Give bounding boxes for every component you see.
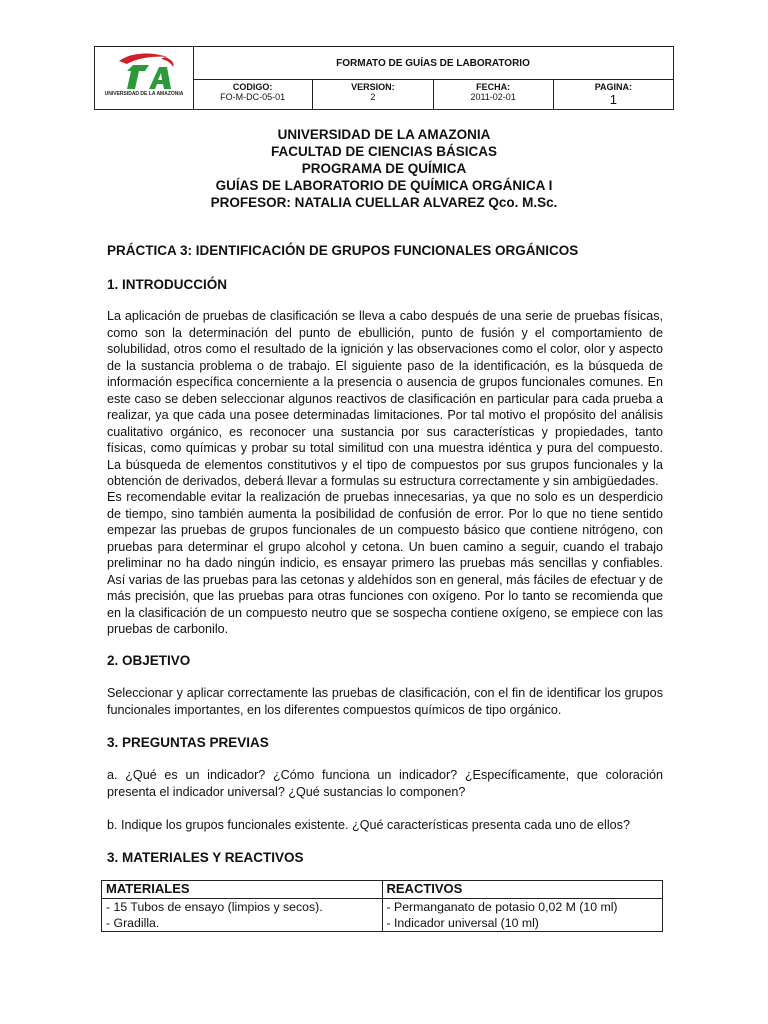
objetivo-heading: 2. OBJETIVO <box>107 653 191 668</box>
intro-heading: 1. INTRODUCCIÓN <box>107 277 228 292</box>
heading-guide: GUÍAS DE LABORATORIO DE QUÍMICA ORGÁNICA I <box>215 178 553 193</box>
practice-title: PRÁCTICA 3: IDENTIFICACIÓN DE GRUPOS FUNCIONALES ORGÁNICOS <box>107 243 579 258</box>
col-materiales-header: MATERIALES <box>102 881 383 899</box>
pregunta-a: a. ¿Qué es un indicador? ¿Cómo funciona un indicador? ¿Específicamente, que coloración presenta el indicador universal? ¿Qué sustancias lo componen? <box>107 768 663 799</box>
table-cell <box>102 899 383 932</box>
reactivo-item: - Permanganato de potasio 0,02 M (10 ml) <box>386 900 618 914</box>
intro-paragraph-2: Es recomendable evitar la realización de pruebas innecesarias, ya que no solo es un desperdicio de tiempo, sino también aumenta la posibilidad de confusión de error. Por lo que no tiene sentido empezar las pruebas de grupos funcionales de un compuesto básico que contiene nitrógeno, con pruebas para determinar el grupo alcohol y cetona. Un buen camino a seguir, cuando el trabajo preliminar no ha dado ningún indicio, es ensayar primero las pruebas más sencillas y confiables. Así varias de las pruebas para las cetonas y aldehídos son en general, más fáciles de efectuar y de más precisión, que las pruebas para otras funciones con oxígeno. Por lo tanto se recomienda que en la clasificación de un compuesto neutro que se sospecha contiene oxígeno, se empiece con las pruebas de carbonilo. <box>107 490 663 636</box>
table-cell <box>382 899 663 932</box>
col-reactivos-header: REACTIVOS <box>382 881 663 899</box>
materiales-heading: 3. MATERIALES Y REACTIVOS <box>107 850 304 865</box>
codigo-cell <box>193 79 313 109</box>
pagina-label: PAGINA: <box>594 82 633 92</box>
heading-program: PROGRAMA DE QUÍMICA <box>301 161 467 176</box>
table-row <box>102 899 663 932</box>
version-label: VERSION: <box>351 82 395 92</box>
pregunta-b: b. Indique los grupos funcionales existente. ¿Qué características presenta cada uno de ellos? <box>107 818 630 832</box>
material-item: - Gradilla. <box>106 916 160 930</box>
pagina-cell <box>554 79 673 109</box>
pagina-value: 1 <box>609 92 617 107</box>
heading-university: UNIVERSIDAD DE LA AMAZONIA <box>277 127 491 142</box>
heading-faculty: FACULTAD DE CIENCIAS BÁSICAS <box>270 144 497 159</box>
fecha-cell <box>434 79 554 109</box>
document-header-table <box>94 46 674 110</box>
university-logo-icon <box>105 51 183 91</box>
codigo-label: CODIGO: <box>232 82 273 92</box>
institution-headings <box>100 126 668 211</box>
reactivo-item: - Indicador universal (10 ml) <box>386 916 539 930</box>
logo-cell <box>95 47 194 109</box>
preguntas-heading: 3. PREGUNTAS PREVIAS <box>107 735 269 750</box>
version-cell <box>313 79 433 109</box>
material-item: - 15 Tubos de ensayo (limpios y secos). <box>106 900 323 914</box>
form-title: FORMATO DE GUÍAS DE LABORATORIO <box>193 47 673 80</box>
logo-text: UNIVERSIDAD DE LA AMAZONIA <box>104 91 184 97</box>
heading-professor: PROFESOR: NATALIA CUELLAR ALVAREZ Qco. M.Sc. <box>210 195 558 210</box>
intro-paragraph-1: La aplicación de pruebas de clasificación se lleva a cabo después de una serie de pruebas físicas, como son la determinación del punto de ebullición, punto de fusión y el comportamiento de solubilidad, otros como el resultado de la ignición y las observaciones como el color, olor y aspecto de la sustancia problema o de trabajo. El siguiente paso de la identificación, es la búsqueda de información específica concerniente a la presencia o ausencia de grupos funcionales comunes. En este caso se deben seleccionar algunos reactivos de clasificación en particular para cada prueba a realizar, ya que cada una posee determinadas limitaciones. Por tal motivo el propósito del análisis cualitativo orgánico, es reconocer una sustancia por sus características y propiedades, tanto físicas, como químicas y probar su total similitud con una muestra idéntica y pura del compuesto. La búsqueda de elementos constitutivos y el tipo de compuestos por sus grupos funcionales y la obtención de derivados, deberá llevar a formulas su estructura correctamente y sin ambigüedades. <box>107 309 663 488</box>
fecha-label: FECHA: <box>476 82 511 92</box>
fecha-value: 2011-02-01 <box>470 92 516 102</box>
version-value: 2 <box>370 92 376 102</box>
codigo-value: FO-M-DC-05-01 <box>220 92 286 102</box>
objetivo-paragraph: Seleccionar y aplicar correctamente las pruebas de clasificación, con el fin de identificar los grupos funcionales importantes, en los diferentes compuestos químicos de tipo orgánico. <box>107 686 663 717</box>
header-info-row <box>193 79 673 109</box>
materials-table <box>101 880 663 932</box>
table-header-row <box>102 881 663 899</box>
